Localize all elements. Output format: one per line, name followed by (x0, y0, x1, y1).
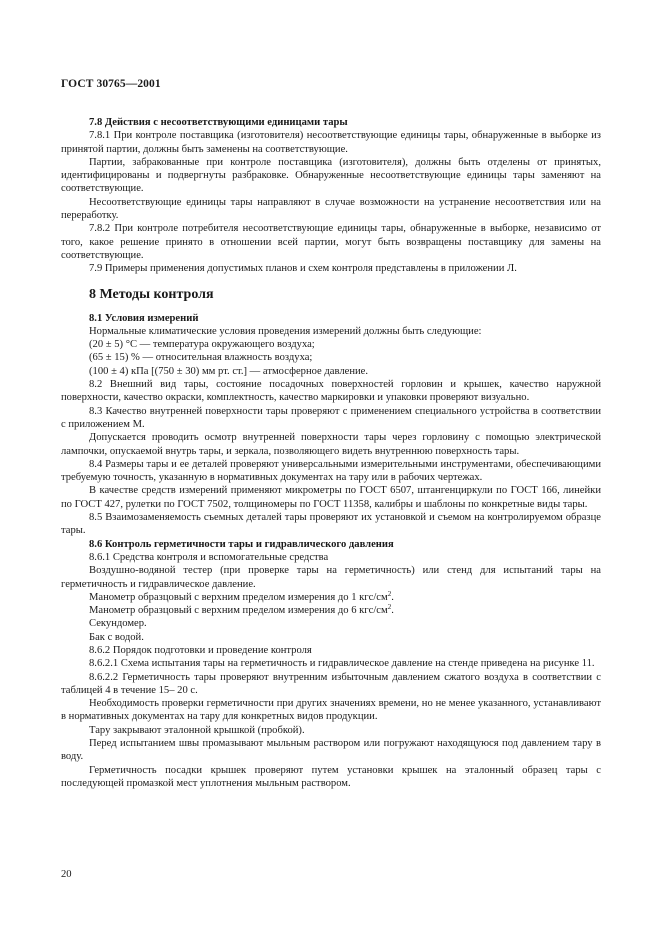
paragraph-8-6-1-tester: Воздушно-водяной тестер (при проверке тары на герметичность) или стенд для испытаний тары на герметичность и гидравлическое давление. (61, 565, 601, 590)
paragraph-8-4: 8.4 Размеры тары и ее деталей проверяют универсальными измерительными инструментами, обеспечивающими требуемую точность, указанную в нормативных документах на тару или в рабочих чертежах. (61, 458, 601, 484)
manometer-6-line (61, 604, 601, 617)
period: . (391, 591, 394, 603)
paragraph-8-6-2-2-lids: Герметичность посадки крышек проверяют путем установки крышек на эталонный образец тары с последующей промазкой мест уплотнения мыльным раствором. (61, 764, 601, 789)
paragraph-7-8-1: 7.8.1 При контроле поставщика (изготовителя) несоответствующие единицы тары, обнаруженные в выборке из принятой партии, должны быть заменены на соответствующие. (61, 130, 601, 155)
stopwatch-line: Секундомер. (89, 618, 147, 630)
paragraph-8-6-2-2-time: Необходимость проверки герметичности при других значениях времени, но не менее указанного, устанавливают в нормативных документах на тару для конкретных видов продукции. (61, 698, 601, 723)
section-8-6-title: 8.6 Контроль герметичности тары и гидравлического давления (89, 538, 394, 550)
section-8-1-title: 8.1 Условия измерений (89, 312, 199, 324)
paragraph-8-6-2-2-soap: Перед испытанием швы промазывают мыльным раствором или погружают находящуюся под давлением тару в воду. (61, 738, 601, 763)
paragraph-8-3: 8.3 Качество внутренней поверхности тары проверяют с применением специального устройства в соответствии с приложением М. (61, 405, 601, 430)
paragraph-8-6-1: 8.6.1 Средства контроля и вспомогательные средства (89, 551, 329, 563)
condition-temperature: (20 ± 5) °С — температура окружающего воздуха; (89, 339, 315, 351)
paragraph-8-1: Нормальные климатические условия проведения измерений должны быть следующие: (89, 325, 482, 337)
paragraph-8-6-2-1: 8.6.2.1 Схема испытания тары на герметичность и гидравлическое давление на стенде приведена на рисунке 11. (89, 658, 595, 670)
paragraph-8-6-2-2-cap: Тару закрывают эталонной крышкой (пробкой). (89, 724, 305, 736)
paragraph-7-8-1-parties: Партии, забракованные при контроле поставщика (изготовителя), должны быть отделены от принятых, идентифицированы и подвергнуты разбраковке. Обнаруженные несоответствующие единицы тары заменяют на соответствующие. (61, 156, 601, 195)
paragraph-8-6-2-2: 8.6.2.2 Герметичность тары проверяют внутренним избыточным давлением сжатого воздуха в соответствии с таблицей 4 в течение 15– 20 с. (61, 671, 601, 696)
document-body (61, 116, 601, 790)
paragraph-8-3-inspection: Допускается проводить осмотр внутренней поверхности тары через горловину с помощью электрической лампочки, опускаемой внутрь тары, и зеркала, позволяющего видеть внутреннюю поверхность тары. (61, 432, 601, 457)
document-id-header: ГОСТ 30765—2001 (61, 78, 161, 90)
manometer-6-text: Манометр образцовый с верхним пределом измерения до 6 кгс/см (89, 605, 388, 617)
paragraph-7-8-2: 7.8.2 При контроле потребителя несоответствующие единицы тары, обнаруженные в выборке, независимо от того, какое решение принято в отношении всей партии, могут быть возвращены поставщику для замены на соответствующие. (61, 223, 601, 261)
paragraph-8-4-instruments: В качестве средств измерений применяют микрометры по ГОСТ 6507, штангенциркули по ГОСТ 166, линейки по ГОСТ 427, рулетки по ГОСТ 7502, толщиномеры по ГОСТ 11358, калибры и шаблоны по конкретные виды тары. (61, 485, 601, 510)
page-number: 20 (61, 869, 72, 880)
condition-pressure: (100 ± 4) кПа [(750 ± 30) мм рт. ст.] — атмосферное давление. (89, 365, 369, 377)
paragraph-7-8-1-rework: Несоответствующие единицы тары направляют в случае возможности на устранение несоответствия или на переработку. (61, 196, 601, 222)
section-8-title: 8 Методы контроля (89, 286, 214, 302)
condition-humidity: (65 ± 15) % — относительная влажность воздуха; (89, 352, 313, 364)
paragraph-8-5: 8.5 Взаимозаменяемость съемных деталей тары проверяют их установкой и съемом на контролируемом образце тары. (61, 512, 601, 537)
paragraph-8-2: 8.2 Внешний вид тары, состояние посадочных поверхностей горловин и крышек, качество наружной поверхности, качество окраски, комплектность, качество маркировки и упаковки проверяют визуально. (61, 379, 601, 404)
water-tank-line: Бак с водой. (89, 631, 144, 643)
paragraph-8-6-2: 8.6.2 Порядок подготовки и проведение контроля (89, 644, 312, 656)
paragraph-7-9: 7.9 Примеры применения допустимых планов и схем контроля представлены в приложении Л. (89, 263, 517, 275)
manometer-1-line (61, 591, 601, 604)
section-7-8-title: 7.8 Действия с несоответствующими единицами тары (89, 117, 348, 128)
period: . (391, 605, 394, 617)
squared-superscript: 2 (387, 603, 392, 612)
squared-superscript: 2 (387, 589, 392, 598)
manometer-1-text: Манометр образцовый с верхним пределом измерения до 1 кгс/см (89, 591, 388, 603)
